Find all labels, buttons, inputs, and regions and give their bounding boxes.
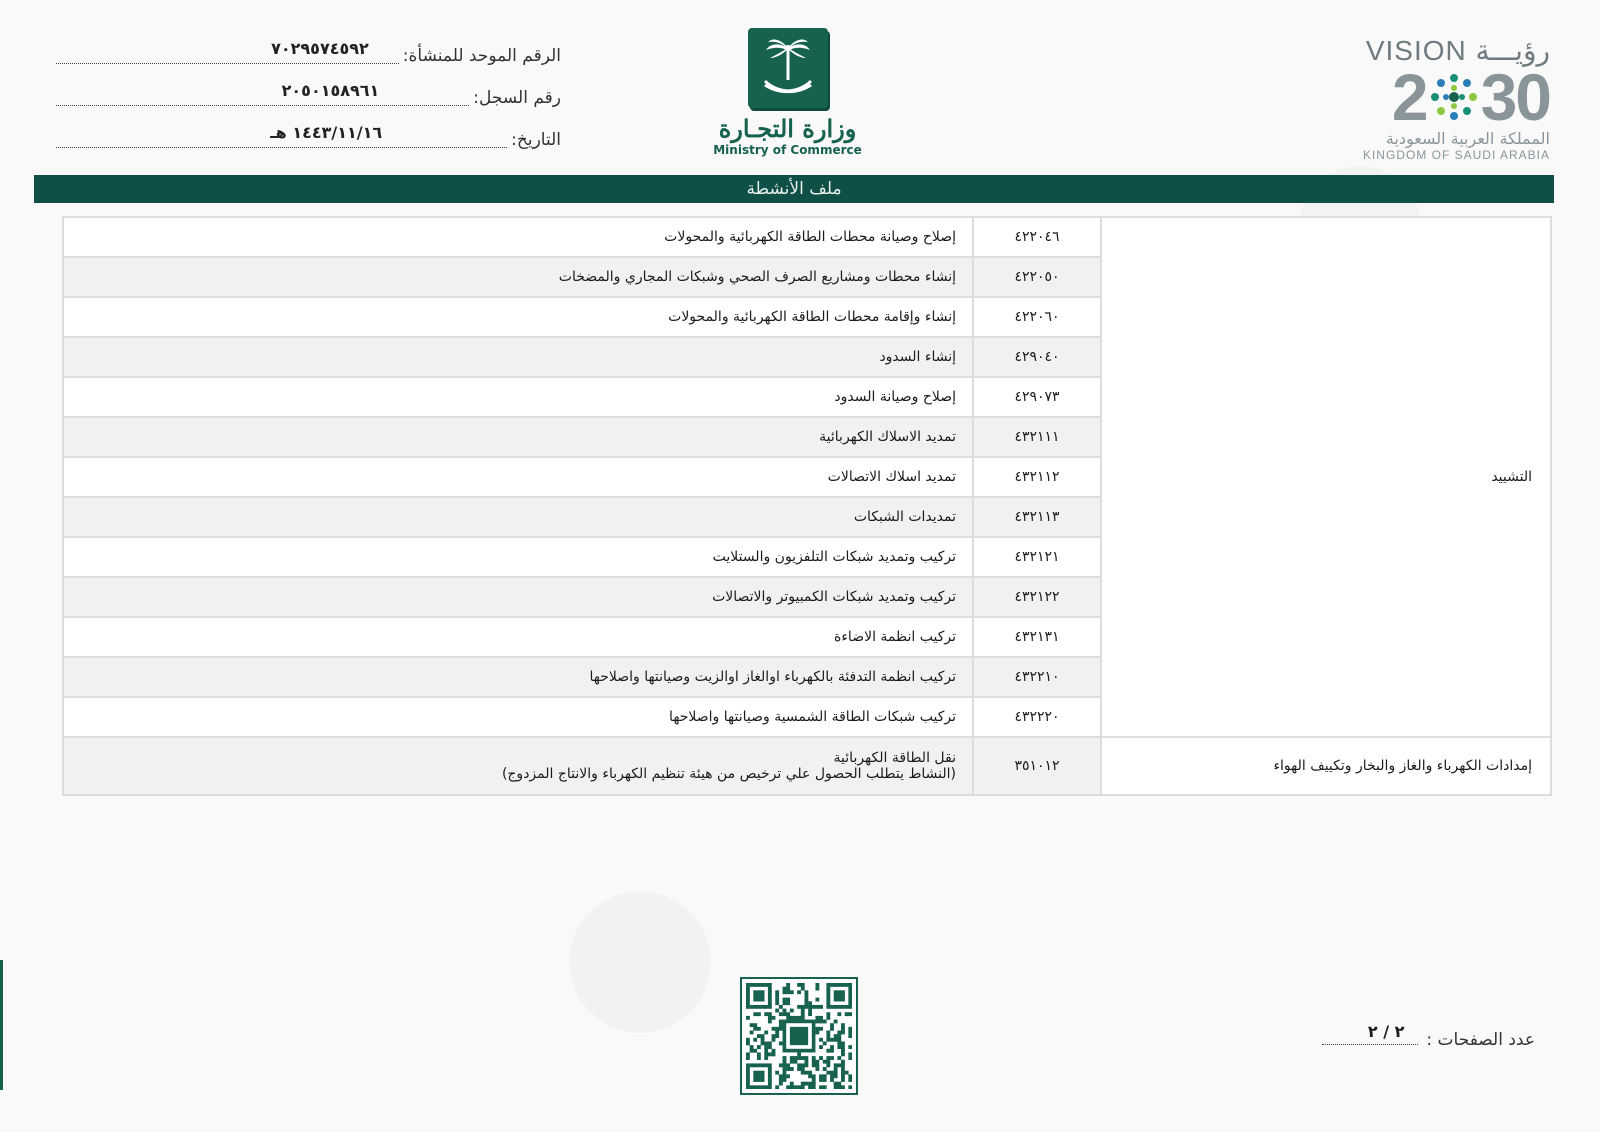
date-label: التاريخ: [511,130,561,150]
ministry-name-ar: وزارة التجـارة [718,114,857,143]
activity-code-cell: ٣٥١٠١٢ [973,737,1101,795]
activities-table [62,216,1552,796]
activity-name: تركيب وتمديد شبكات التلفزيون والستلايت [712,549,956,565]
activity-name: إصلاح وصيانة محطات الطاقة الكهربائية والمحولات [664,229,956,245]
page-count [1275,1022,1535,1050]
activity-code-cell: ٤٢٢٠٤٦ [973,217,1101,257]
vision-digits-30: 30 [1480,60,1550,134]
activity-code-cell: ٤٣٢١١٣ [973,497,1101,537]
activity-code-cell: ٤٢٢٠٦٠ [973,297,1101,337]
activity-name: تركيب وتمديد شبكات الكمبيوتر والاتصالات [712,589,956,605]
page-count-value: ٢ / ٢ [1367,1022,1405,1041]
activity-code-cell: ٤٣٢١١١ [973,417,1101,457]
unified-number-value: ٧٠٢٩٥٧٤٥٩٢ [271,39,369,58]
activity-name-cell [63,537,973,577]
unified-number-row [56,30,561,72]
ministry-logo [700,28,875,168]
activity-name: تركيب انظمة الاضاءة [834,629,956,645]
activity-code-cell: ٤٣٢١٢٢ [973,577,1101,617]
activity-name: إنشاء وإقامة محطات الطاقة الكهربائية والمحولات [668,309,956,325]
ministry-name-en: Ministry of Commerce [713,143,862,157]
activity-name: نقل الطاقة الكهربائية [833,750,956,766]
activity-name-cell [63,297,973,337]
activity-code-cell: ٤٣٢٢١٠ [973,657,1101,697]
register-number-value: ٢٠٥٠١٥٨٩٦١ [281,81,380,100]
activity-code-cell: ٤٣٢١٢١ [973,537,1101,577]
page-count-label: عدد الصفحات : [1426,1030,1535,1050]
activity-code-cell: ٤٣٢٢٢٠ [973,697,1101,737]
activity-name-cell [63,457,973,497]
register-number-label: رقم السجل: [473,88,561,108]
category-cell: التشييد [1101,217,1551,737]
activity-name-cell [63,377,973,417]
activity-name-cell [63,617,973,657]
unified-number-label: الرقم الموحد للمنشأة: [402,46,561,66]
activity-name-cell [63,697,973,737]
activity-name: تركيب انظمة التدفئة بالكهرباء اوالغاز اوالزيت وصيانتها واصلاحها [589,669,956,685]
activity-name-cell [63,337,973,377]
activity-name: تمديد الاسلاك الكهربائية [819,429,956,445]
vision-country-en: KINGDOM OF SAUDI ARABIA [1362,148,1550,162]
activity-name-cell [63,217,973,257]
register-number-row [56,72,561,114]
category-cell: إمدادات الكهرباء والغاز والبخار وتكييف الهواء [1101,737,1551,795]
activity-name-cell [63,577,973,617]
activity-code-cell: ٤٢٩٠٧٣ [973,377,1101,417]
activity-name: إصلاح وصيانة السدود [834,389,956,405]
table-row [63,737,1551,795]
header-fields [56,30,561,156]
date-line [56,123,507,148]
document-title: ملف الأنشطة [746,179,842,199]
unified-number-line [56,39,399,64]
vision-top-text: VISION رؤيـــة [1365,35,1550,66]
activity-code-cell: ٤٣٢١٣١ [973,617,1101,657]
activity-name-cell [63,657,973,697]
activity-note: (النشاط يتطلب الحصول علي ترخيص من هيئة تنظيم الكهرباء والانتاج المزدوج) [501,766,956,782]
activity-code-cell: ٤٢٩٠٤٠ [973,337,1101,377]
activity-name: تمديدات الشبكات [853,509,956,525]
qr-code [740,977,858,1095]
activity-code-cell: ٤٣٢١١٢ [973,457,1101,497]
activity-name: إنشاء محطات ومشاريع الصرف الصحي وشبكات المجاري والمضخات [558,269,956,285]
vision-digit-2: 2 [1391,60,1427,134]
vision-country-ar: المملكة العربية السعودية [1385,129,1550,148]
page-count-line [1322,1022,1418,1045]
activity-name-cell [63,417,973,457]
register-number-line [56,81,469,106]
activity-name-cell [63,737,973,795]
activities-table-body [63,217,1551,795]
vision-flower-icon [1429,72,1479,122]
activity-name-cell [63,257,973,297]
vision-year [1350,60,1550,134]
activity-name: إنشاء السدود [879,349,956,365]
date-row [56,114,561,156]
vision-2030-logo [1350,34,1550,169]
table-row [63,217,1551,257]
qr-code-icon [746,983,852,1089]
date-value: ١٤٤٣/١١/١٦ هـ [270,123,383,142]
activity-name-cell [63,497,973,537]
document-title-bar [34,175,1554,203]
activity-name: تمديد اسلاك الاتصالات [827,469,956,485]
left-edge-marker [0,960,3,1090]
activity-name: تركيب شبكات الطاقة الشمسية وصيانتها واصلاحها [669,709,956,725]
activity-code-cell: ٤٢٢٠٥٠ [973,257,1101,297]
saudi-emblem-icon [748,28,828,108]
